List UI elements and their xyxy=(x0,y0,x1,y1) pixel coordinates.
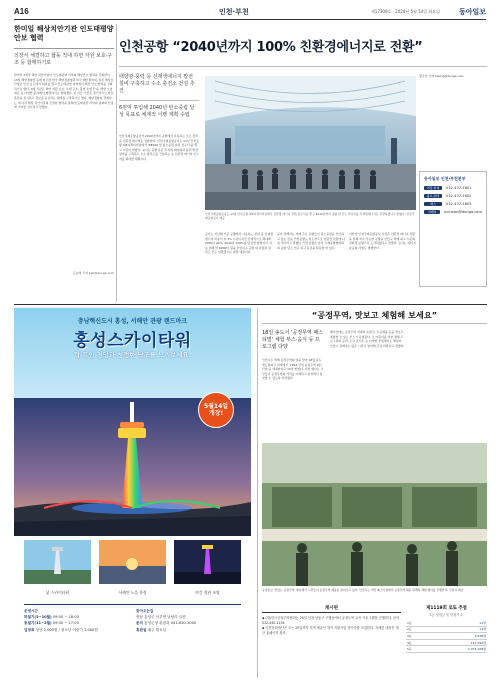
airport-photo-image xyxy=(205,76,416,210)
main-article-col2: 공사는 지난해 기준 공항에서 사용하는 전력 중 신재생에너지 비중이 약 3% 수준이지만 단계적으로 확대해 2030년 60%, 2040년 100%를 달성할 방침이다. 이를 위해 약 6000억 원을 투입하고 공항 내 차량과 장비도 모두 친환경으로 바꿀 예정이다. xyxy=(205,232,273,255)
tower-advertisement[interactable] xyxy=(14,308,251,676)
market-photo-image xyxy=(262,443,487,586)
thumb-caption: 낮 스카이타워 xyxy=(45,590,70,595)
column-divider xyxy=(116,24,117,302)
ad-info-table xyxy=(24,604,241,672)
main-article-right-col xyxy=(419,74,487,166)
ad-thumbnail xyxy=(24,540,91,594)
notice-title: 게시판 xyxy=(324,606,339,611)
info-value: 충남 홍성군 서부면 남당리 일원 xyxy=(136,615,186,620)
ad-info-left xyxy=(24,608,129,633)
ad-tagline: 탁 트인 전망과 청정한 낙조를 느끼보세요. xyxy=(74,352,191,359)
info-value: 09:00 ~ 18:00 xyxy=(52,615,79,620)
date-line: 제17309호 · 2024년 5월 14일 화요일 xyxy=(370,9,440,14)
main-subheads xyxy=(119,74,199,119)
info-row xyxy=(24,627,129,633)
main-article-col3: 공사 관계자는 세계 주요 공항들이 탄소중립을 선언하고 있는 만큼 인천공항도 선도적으로 친환경 전환에 나설 것이라고 말했다. 인천공항은 앞서 국제공항협의회의 공항 탄소 인증 최고 등급을 획득한 바 있다. xyxy=(277,232,345,250)
thumb-day-image xyxy=(24,540,91,584)
table-row xyxy=(406,646,487,653)
page-number: A16 xyxy=(14,7,29,16)
ad-thumbnail xyxy=(99,540,166,594)
contact-title: 동아일보 인천·부천본부 xyxy=(424,176,466,181)
contact-row xyxy=(424,210,482,214)
fair-trade-subhead-box xyxy=(262,330,324,351)
prize-rank: 1등 xyxy=(406,620,426,626)
contact-box xyxy=(419,171,487,287)
notice-item: ◆ 인천문화재단은 오는 25일까지 지역 예술인 창작 지원사업 참가자를 모집한다. 자세한 내용은 재단 홈페이지 참조. xyxy=(262,626,399,635)
ad-kicker: 충남혁신도시 홍성, 서해안 관광 랜드마크 xyxy=(77,318,188,325)
fair-trade-subhead: 18일 송도서 ‘공정무역 페스티벌’ 체험 부스·음식 등 프로그램 다양 xyxy=(262,330,324,350)
thumb-sunset-image xyxy=(99,540,166,584)
left-article xyxy=(14,24,114,302)
opening-date-badge xyxy=(198,392,234,428)
info-row xyxy=(136,627,241,633)
main-subhead-2: 6천억 투입해 2040년 탄소중립 달성 목표로 체계적 이행 계획 수립 xyxy=(119,100,199,119)
column-divider xyxy=(257,308,258,678)
prize-rank: 5등 xyxy=(406,646,426,653)
contact-value: 032-437-1602 xyxy=(446,194,472,198)
table-row xyxy=(406,639,487,646)
ad-info-right xyxy=(136,608,241,633)
ad-title: 홍성스카이타워 xyxy=(73,331,192,351)
lotto-title: 제1119회 로또 추첨 xyxy=(426,606,467,611)
main-headline: 인천공항 “2040년까지 100% 친환경에너지로 전환” xyxy=(119,40,423,55)
prize-rank: 2등 xyxy=(406,626,426,633)
left-article-headline: 한미일 해상치안기관 인도태평양 안보 협력 xyxy=(14,24,114,42)
contact-row xyxy=(424,186,482,190)
airport-photo-caption: 인천국제공항공사는 13일 인천공항 제2여객터미널에서 친환경 에너지 전환 선포식을 열고 2040년까지 공항 내 모든 에너지를 신재생에너지로 전환하겠다고 밝혔다. 인천국제공항공사 제공 xyxy=(205,212,415,220)
contact-label: 팩스 xyxy=(424,202,442,206)
info-key: 운영시간 xyxy=(24,609,38,613)
table-row xyxy=(406,626,487,633)
info-key: 입장료 xyxy=(24,627,35,632)
fair-trade-photo-caption: 동아일보 ‘맛있는 공정무역’ 행사에서 시민들이 공정무역 제품을 살펴보고 있다. 인천시는 이번 페스티벌에서 공정무역 제품 판매와 체험 행사를 진행한다. 인천시 제공 xyxy=(262,588,464,592)
prize-winners: 141,294명 xyxy=(426,639,487,646)
thumb-caption: 야간 경관 조명 xyxy=(195,590,220,595)
page-header xyxy=(14,6,486,20)
badge-date: 5월14일 xyxy=(203,403,229,410)
prize-rank: 4등 xyxy=(406,639,426,646)
contact-label: 편집·취재 xyxy=(424,186,442,190)
contact-value: 032-437-1601 xyxy=(446,186,472,190)
info-value: 홍성군청 관광과 041-630-1000 xyxy=(144,621,197,626)
notice-header xyxy=(262,605,401,613)
headline-rule xyxy=(119,66,487,67)
prize-winners: 11명 xyxy=(426,620,487,626)
contact-value: incheon@donga.com xyxy=(444,210,482,214)
fair-trade-col1: 인천시는 세계 공정무역의 날을 맞아 18일 송도 센트럴파크 일대에서 ‘2024 인천 공정무역 페스티벌’을 개최한다고 13일 밝혔다. 이번 행사는 시민들이 공정무역의 가치를 이해하고 일상에서 실천할 수 있도록 마련됐다. xyxy=(262,358,324,381)
left-article-body: 한미일 3개국 해상 치안기관이 인도태평양 지역의 해상안보 협력을 강화한다. 13일 해양경찰청 등에 따르면 한국 해양경찰청과 미국 해안경비대, 일본 해상보안청은 인천 송도에서 회의를 열고 인도태평양 지역에서 해상 안보 협력을 강화하기로 했다. 3개 기관은 해양 자원 보호, 수색 구조, 불법 조업 단속, 해양 오염 대응 등 다양한 분야에서 협력하기로 합의했다. 또 이들 기관은 정기적으로 합동 훈련을 실시하고 정보를 공유하는 체계를 구축하기로 했다. 해양경찰청 관계자는 세 나라 해상 치안기관의 긴밀한 협력을 통해 인도태평양 지역의 평화와 안정에 기여할 것이라고 말했다. xyxy=(14,73,114,110)
contact-label: 이메일 xyxy=(424,210,440,214)
headline-rule xyxy=(262,323,487,324)
contact-row xyxy=(424,194,482,198)
info-value: 성인 2,000원 / 청소년·어린이 1,000원 xyxy=(35,627,98,632)
fair-trade-headline: “공정무역, 맛보고 체험해 보세요” xyxy=(311,310,438,320)
notice-item: ◆ (재)한국공정무역협회는 20일 인천 남동구 구월동에서 공정무역 교육 프로그램을 진행한다. 문의 032-440-1234 xyxy=(262,616,400,625)
main-article-col1: 인천국제공항공사가 2040년까지 공항에서 사용하는 모든 전력을 친환경 에너지로 전환한다. 인천국제공항공사는 13일 인천공항 제2여객터미널에서 ‘RE100 및 탄소중립 비전 선포식’을 열고 이같이 밝혔다. 공사는 공항 유휴 부지에 태양광과 풍력 발전 설비를 구축하고 수소 충전소를 건설하는 등 친환경 에너지 인프라를 확대할 계획이다. xyxy=(119,134,199,161)
prize-winners: 2,373,108명 xyxy=(426,646,487,653)
info-key: 동절기(11~2월) xyxy=(24,621,52,626)
info-value: 매주 월요일 xyxy=(147,627,167,632)
ad-thumbnails xyxy=(24,540,241,594)
badge-open: 개장! xyxy=(208,410,224,417)
lotto-meta: 1등 당첨금 및 당첨자 수 xyxy=(429,613,464,617)
thumb-caption: 서해안 노을 풍경 xyxy=(118,590,147,595)
ad-thumbnail xyxy=(174,540,241,594)
lotto-results-box xyxy=(406,605,487,676)
info-key: 찾아오는길 xyxy=(136,609,154,613)
prize-winners: 2,878명 xyxy=(426,633,487,640)
fair-trade-photo xyxy=(262,443,487,586)
info-key: 하절기(3~10월) xyxy=(24,615,52,620)
info-key: 문의 xyxy=(136,621,143,626)
notice-board xyxy=(262,616,401,678)
lotto-table xyxy=(406,620,487,653)
contact-row xyxy=(424,202,482,206)
airport-photo xyxy=(205,76,416,210)
main-article-col4: 이학재 인천국제공항공사 사장은 친환경 에너지 전환을 통해 지속 가능한 공항을 만들고 세계 최고 수준의 친환경 공항으로 도약하겠다고 말했다. 공사는 에너지 효율화 사업도 병행한다. xyxy=(349,232,416,250)
left-article-byline: 공승배 기자 ksb@donga.com xyxy=(72,271,114,275)
contact-label: 광고·판매 xyxy=(424,194,442,198)
section-title: 인천·부천 xyxy=(219,8,249,16)
table-row xyxy=(406,633,487,640)
contact-value: 032-437-1603 xyxy=(446,202,472,206)
main-article-byline: 황금찬 기자 hwang@donga.com xyxy=(419,74,464,78)
prize-winners: 74명 xyxy=(426,626,487,633)
thumb-night-image xyxy=(174,540,241,584)
fair-trade-col2: 행사장에는 공정무역 커피와 초콜릿, 수공예품 등을 맛보고 체험할 수 있는 부스가 운영된다. 또 어린이를 위한 체험 프로그램과 공연, 토크 콘서트 등 다양한 부대행사도 열린다. 인천시 관계자는 많은 시민이 참여해 주길 바란다고 말했다. xyxy=(330,330,405,348)
section-rule xyxy=(14,304,487,305)
fair-trade-col3 xyxy=(411,330,487,440)
info-key: 휴관일 xyxy=(136,627,147,632)
left-article-subhead: 의장서 체결하고 협동 적대 하면 자원 보호·구조 등 함께하기로 xyxy=(14,48,114,67)
info-value: 09:00 ~ 17:00 xyxy=(52,621,79,626)
paper-name: 동아일보 xyxy=(458,7,486,16)
main-subhead-1: 태양광·풍력 등 신재생에너지 발전 설비 구축하고 수소 충전소 건설 추진 xyxy=(119,74,195,94)
prize-rank: 3등 xyxy=(406,633,426,640)
